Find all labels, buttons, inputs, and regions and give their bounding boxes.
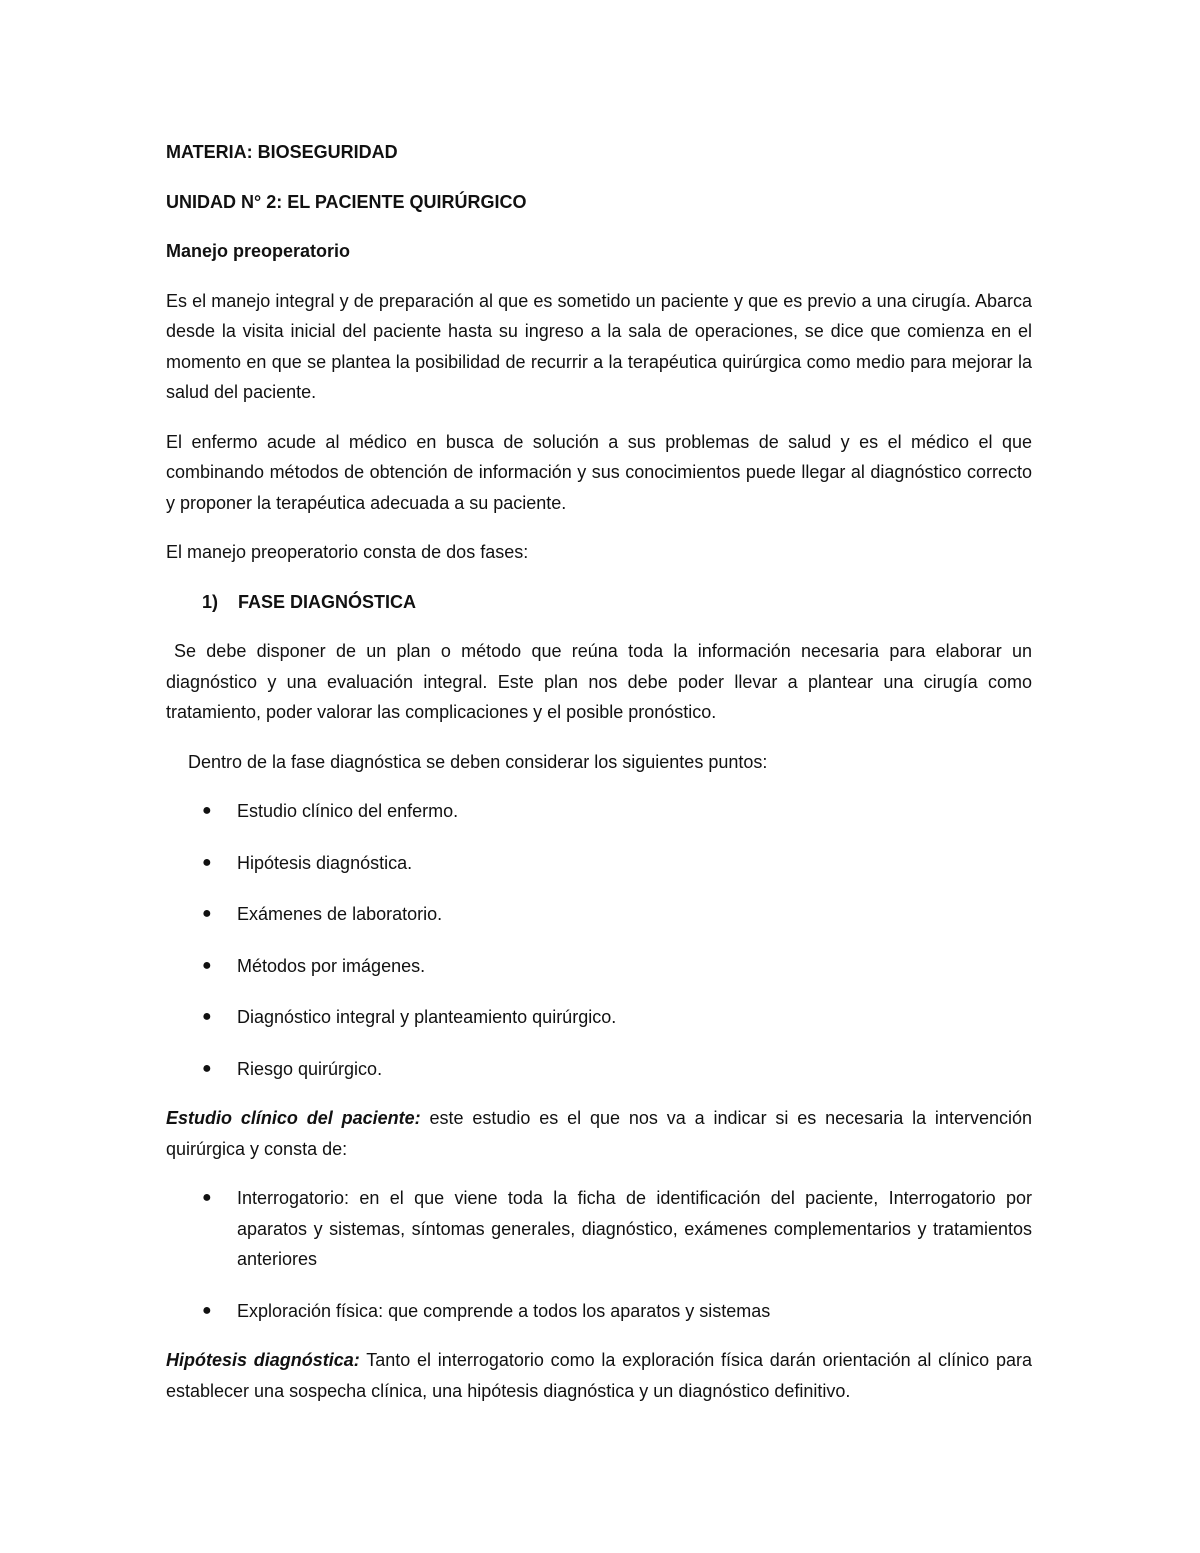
phase-number: 1) — [202, 591, 219, 612]
list-item-text: Exámenes de laboratorio. — [237, 904, 443, 924]
section-heading: Manejo preoperatorio — [166, 241, 351, 261]
list-item-text: Hipótesis diagnóstica. — [237, 852, 413, 873]
hypothesis-text: Tanto el interrogatorio como la exploración física darán orientación al clínico para establecer una sospecha clínica, una hipótesis diagnóstica y un diagnóstico definitivo. — [166, 1350, 1032, 1401]
clinical-study-paragraph — [166, 1103, 1032, 1164]
phase-points-list — [166, 796, 1032, 1084]
phase-title: FASE DIAGNÓSTICA — [238, 591, 417, 612]
clinical-study-list — [166, 1183, 1032, 1326]
list-item-text: Estudio clínico del enfermo. — [237, 801, 459, 821]
bullet-icon: ● — [202, 1059, 212, 1077]
unit-heading: UNIDAD N° 2: EL PACIENTE QUIRÚRGICO — [166, 191, 527, 212]
list-item-text: Diagnóstico integral y planteamiento quirúrgico. — [237, 1007, 617, 1027]
bullet-icon: ● — [202, 1008, 212, 1025]
list-item — [166, 899, 1032, 930]
list-item — [166, 848, 1032, 879]
bullet-icon: ● — [202, 956, 212, 974]
list-item-text: Métodos por imágenes. — [237, 955, 426, 976]
paragraph-phases-intro: El manejo preoperatorio consta de dos fases: — [166, 542, 529, 562]
paragraph-doctor: El enfermo acude al médico en busca de solución a sus problemas de salud y es el médico el que combinando métodos de obtención de información y sus conocimientos puede llegar al diagnóstico correcto y proponer la terapéutica adecuada a su paciente. — [166, 431, 1032, 513]
list-item — [166, 1002, 1032, 1033]
list-item — [166, 1183, 1032, 1275]
bullet-icon: ● — [202, 1189, 212, 1206]
document-body — [166, 137, 1032, 1425]
list-item-text: Interrogatorio: en el que viene toda la ficha de identificación del paciente, Interrogatorio por aparatos y sistemas, síntomas generales, diagnóstico, exámenes complementarios y tratamientos anteriores — [237, 1188, 1032, 1269]
list-item — [166, 1296, 1032, 1327]
subject-heading: MATERIA: BIOSEGURIDAD — [166, 142, 398, 162]
list-item-text: Exploración física: que comprende a todos los aparatos y sistemas — [237, 1300, 771, 1321]
bullet-icon: ● — [202, 1301, 212, 1319]
paragraph-definition: Es el manejo integral y de preparación al que es sometido un paciente y que es previo a una cirugía. Abarca desde la visita inicial del paciente hasta su ingreso a la sala de operaciones, se dice que comienza en el momento en que se plantea la posibilidad de recurrir a la terapéutica quirúrgica como medio para mejorar la salud del paciente. — [166, 290, 1032, 402]
clinical-study-label: Estudio clínico del paciente: — [166, 1108, 421, 1128]
list-item — [166, 951, 1032, 982]
phase-paragraph: Se debe disponer de un plan o método que reúna toda la información necesaria para elaborar un diagnóstico y una evaluación integral. Este plan nos debe poder llevar a plantear una cirugía como tratamiento, poder valorar las complicaciones y el posible pronóstico. — [166, 641, 1032, 722]
bullet-icon: ● — [202, 853, 212, 871]
clinical-study-text: este estudio es el que nos va a indicar si es necesaria la intervención quirúrgica y consta de: — [166, 1108, 1032, 1159]
bullet-icon: ● — [202, 802, 212, 819]
bullet-icon: ● — [202, 905, 212, 922]
phase-points-intro: Dentro de la fase diagnóstica se deben considerar los siguientes puntos: — [188, 751, 768, 772]
list-item — [166, 1054, 1032, 1085]
list-item — [166, 796, 1032, 827]
phase-heading — [202, 587, 1032, 618]
list-item-text: Riesgo quirúrgico. — [237, 1058, 383, 1079]
hypothesis-label: Hipótesis diagnóstica: — [166, 1350, 360, 1370]
hypothesis-paragraph — [166, 1345, 1032, 1406]
